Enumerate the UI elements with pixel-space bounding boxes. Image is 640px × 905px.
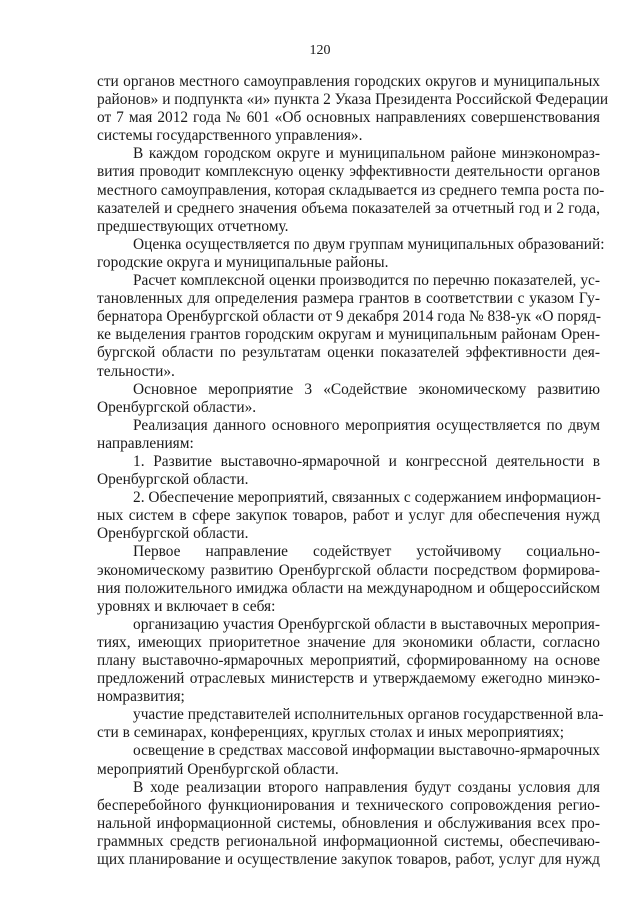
text-line: местного самоуправления, которая складывается из среднего темпа роста по- bbox=[97, 181, 605, 199]
text-line: ния положительного имиджа области на международном и общероссийском bbox=[97, 579, 600, 597]
text-line: тиях, имеющих приоритетное значение для экономики области, согласно bbox=[97, 633, 600, 651]
text-line: 2. Обеспечение мероприятий, связанных с содержанием информацион- bbox=[133, 489, 602, 507]
text-line: предшествующих отчетному. bbox=[97, 217, 289, 235]
text-line: тановленных для определения размера грантов в соответствии с указом Гу- bbox=[97, 290, 600, 308]
text-line: Основное мероприятие 3 «Содействие экономическому развитию bbox=[133, 380, 600, 398]
text-line: Реализация данного основного мероприятия осуществляется по двум bbox=[133, 416, 600, 434]
text-line: нальной информационной системы, обновления и обслуживания всех про- bbox=[97, 814, 600, 832]
text-line: участие представителей исполнительных органов государственной вла- bbox=[133, 706, 604, 724]
text-line: Оренбургской области. bbox=[97, 525, 249, 543]
page-number: 120 bbox=[309, 43, 331, 58]
text-line: ке выделения грантов городским округам и муниципальным районам Орен- bbox=[97, 326, 600, 344]
text-line: ных систем в сфере закупок товаров, работ и услуг для обеспечения нужд bbox=[97, 507, 600, 525]
text-line: предложений отраслевых министерств и утверждаемому ежегодно минэко- bbox=[97, 670, 600, 688]
text-line: уровнях и включает в себя: bbox=[97, 597, 276, 615]
text-line: вития проводит комплексную оценку эффективности деятельности органов bbox=[97, 163, 600, 181]
text-line: системы государственного управления». bbox=[97, 127, 363, 145]
text-line: щих планирование и осуществление закупок товаров, работ, услуг для нужд bbox=[97, 851, 600, 869]
text-line: Оренбургской области». bbox=[97, 398, 257, 416]
text-line: бесперебойного функционирования и технического сопровождения регио- bbox=[97, 796, 600, 814]
text-line: направлениям: bbox=[97, 434, 194, 452]
text-line: Первое направление содействует устойчивому социально- bbox=[133, 543, 600, 561]
text-line: казателей и среднего значения объема показателей за отчетный год и 2 года, bbox=[97, 199, 600, 217]
text-line: от 7 мая 2012 года № 601 «Об основных направлениях совершенствования bbox=[97, 109, 600, 127]
text-line: номразвития; bbox=[97, 688, 185, 706]
text-line: сти в семинарах, конференциях, круглых столах и иных мероприятиях; bbox=[97, 724, 565, 742]
text-line: Расчет комплексной оценки производится по перечню показателей, ус- bbox=[133, 272, 600, 290]
text-line: сти органов местного самоуправления городских округов и муниципальных bbox=[97, 73, 600, 90]
text-line: плану выставочно-ярмарочных мероприятий, сформированному на основе bbox=[97, 652, 600, 669]
text-line: Оценка осуществляется по двум группам муниципальных образований: bbox=[133, 235, 605, 253]
text-line: бернатора Оренбургской области от 9 декабря 2014 года № 838-ук «О поряд- bbox=[97, 308, 602, 326]
text-line: экономическому развитию Оренбургской области посредством формирова- bbox=[97, 561, 600, 579]
text-line: граммных средств региональной информационной системы, обеспечиваю- bbox=[97, 832, 600, 850]
text-line: городские округа и муниципальные районы. bbox=[97, 253, 389, 271]
text-line: освещение в средствах массовой информации выставочно-ярмарочных bbox=[133, 742, 600, 760]
text-line: 1. Развитие выставочно-ярмарочной и конгрессной деятельности в bbox=[133, 452, 600, 470]
body-text bbox=[97, 73, 609, 869]
text-line: тельности». bbox=[97, 362, 175, 380]
text-line: районов» и подпункта «и» пункта 2 Указа Президента Российской Федерации bbox=[97, 91, 609, 109]
text-line: организацию участия Оренбургской области в выставочных мероприя- bbox=[133, 615, 600, 633]
text-line: В каждом городском округе и муниципальном районе минэкономраз- bbox=[133, 145, 600, 163]
text-line: В ходе реализации второго направления будут созданы условия для bbox=[133, 778, 600, 796]
text-line: мероприятий Оренбургской области. bbox=[97, 760, 339, 778]
text-line: Оренбургской области. bbox=[97, 471, 249, 489]
text-line: бургской области по результатам оценки показателей эффективности дея- bbox=[97, 344, 600, 362]
